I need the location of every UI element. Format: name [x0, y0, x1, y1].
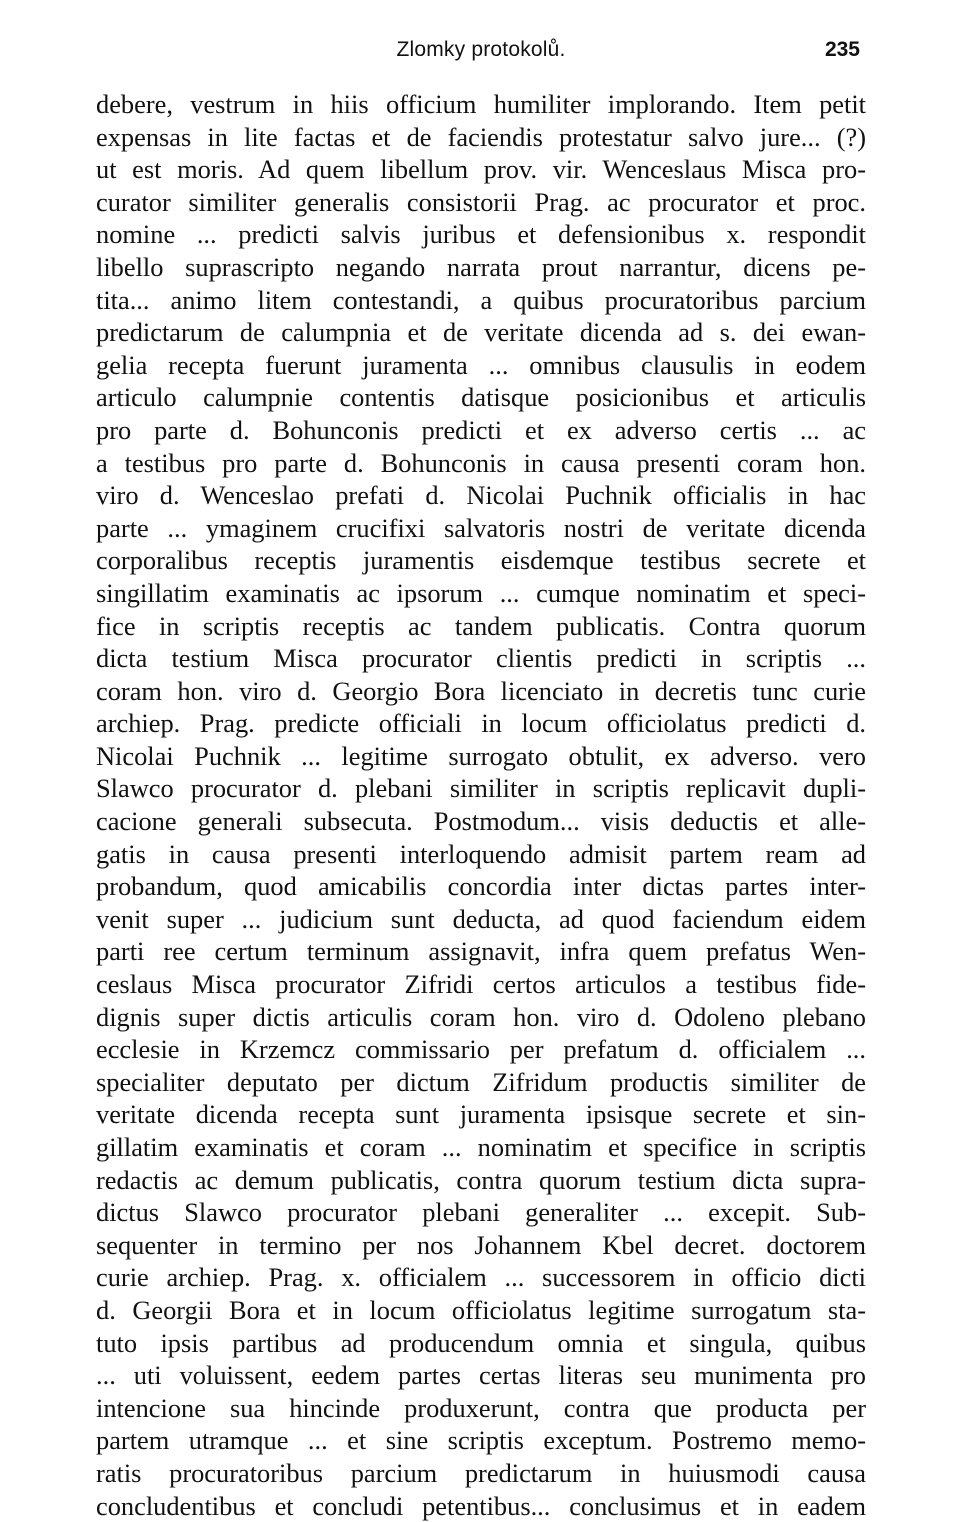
text-line: gatis in causa presenti interloquendo admisit partem ream ad [96, 838, 866, 869]
text-line: redactis ac demum publicatis, contra quorum testium dicta supra- [96, 1164, 866, 1195]
body-text [96, 88, 866, 1522]
text-line: a testibus pro parte d. Bohunconis in causa presenti coram hon. [96, 447, 866, 478]
text-line: expensas in lite factas et de faciendis protestatur salvo jure... (?) [96, 121, 866, 152]
text-line: veritate dicenda recepta sunt juramenta ipsisque secrete et sin- [96, 1099, 866, 1130]
text-line: parte ... ymaginem crucifixi salvatoris nostri de veritate dicenda [96, 512, 866, 543]
text-line: gelia recepta fuerunt juramenta ... omnibus clausulis in eodem [96, 349, 866, 380]
text-line: dignis super dictis articulis coram hon. viro d. Odoleno plebano [96, 1001, 866, 1032]
text-line: corporalibus receptis juramentis eisdemque testibus secrete et [96, 545, 866, 576]
text-line: gillatim examinatis et coram ... nominatim et specifice in scriptis [96, 1132, 866, 1162]
text-line: pro parte d. Bohunconis predicti et ex adverso certis ... ac [96, 414, 866, 445]
text-line: dicta testium Misca procurator clientis predicti in scriptis ... [96, 643, 866, 674]
text-line: viro d. Wenceslao prefati d. Nicolai Puchnik officialis in hac [96, 480, 866, 511]
text-line: ut est moris. Ad quem libellum prov. vir. Wenceslaus Misca pro- [96, 154, 866, 185]
text-line: curie archiep. Prag. x. officialem ... successorem in officio dicti [96, 1262, 866, 1293]
text-line: dictus Slawco procurator plebani generaliter ... excepit. Sub- [96, 1197, 866, 1228]
text-line: cacione generali subsecuta. Postmodum... visis deductis et alle- [96, 806, 866, 837]
running-title: Zlomky protokolů. [396, 38, 566, 61]
text-line: probandum, quod amicabilis concordia inter dictas partes inter- [96, 871, 866, 902]
text-line: ceslaus Misca procurator Zifridi certos articulos a testibus fide- [96, 969, 866, 1000]
page-number: 235 [824, 38, 860, 61]
text-line: tita... animo litem contestandi, a quibus procuratoribus parcium [96, 284, 866, 315]
text-line: specialiter deputato per dictum Zifridum productis similiter de [96, 1066, 866, 1097]
text-line: archiep. Prag. predicte officiali in locum officiolatus predicti d. [96, 708, 866, 739]
text-line: curator similiter generalis consistorii Prag. ac procurator et proc. [96, 186, 866, 217]
text-line: ratis procuratoribus parcium predictarum in huiusmodi causa [96, 1457, 866, 1488]
text-line: fice in scriptis receptis ac tandem publicatis. Contra quorum [96, 610, 866, 641]
text-line: coram hon. viro d. Georgio Bora licenciato in decretis tunc curie [96, 675, 866, 706]
text-line: concludentibus et concludi petentibus... conclusimus et in eadem [96, 1490, 866, 1521]
text-line: nomine ... predicti salvis juribus et defensionibus x. respondit [96, 219, 866, 250]
running-header [96, 38, 866, 68]
text-line: intencione sua hincinde produxerunt, contra que producta per [96, 1392, 866, 1423]
text-line: Slawco procurator d. plebani similiter in scriptis replicavit dupli- [96, 773, 866, 804]
text-line: ecclesie in Krzemcz commissario per prefatum d. officialem ... [96, 1034, 866, 1065]
text-line: ... uti voluissent, eedem partes certas literas seu munimenta pro [96, 1360, 866, 1391]
text-line: articulo calumpnie contentis datisque posicionibus et articulis [96, 382, 866, 413]
text-line: venit super ... judicium sunt deducta, ad quod faciendum eidem [96, 903, 866, 934]
text-line: tuto ipsis partibus ad producendum omnia et singula, quibus [96, 1327, 866, 1358]
text-line: Nicolai Puchnik ... legitime surrogato obtulit, ex adverso. vero [96, 740, 866, 771]
text-line: d. Georgii Bora et in locum officiolatus legitime surrogatum sta- [96, 1294, 866, 1325]
text-line: singillatim examinatis ac ipsorum ... cumque nominatim et speci- [96, 577, 866, 608]
text-line: libello suprascripto negando narrata prout narrantur, dicens pe- [96, 251, 866, 282]
text-line: predictarum de calumpnia et de veritate dicenda ad s. dei ewan- [96, 317, 866, 348]
text-line: parti ree certum terminum assignavit, infra quem prefatus Wen- [96, 936, 866, 967]
text-line: sequenter in termino per nos Johannem Kbel decret. doctorem [96, 1229, 866, 1260]
text-line: debere, vestrum in hiis officium humiliter implorando. Item petit [96, 89, 866, 119]
text-line: partem utramque ... et sine scriptis exceptum. Postremo memo- [96, 1425, 866, 1456]
